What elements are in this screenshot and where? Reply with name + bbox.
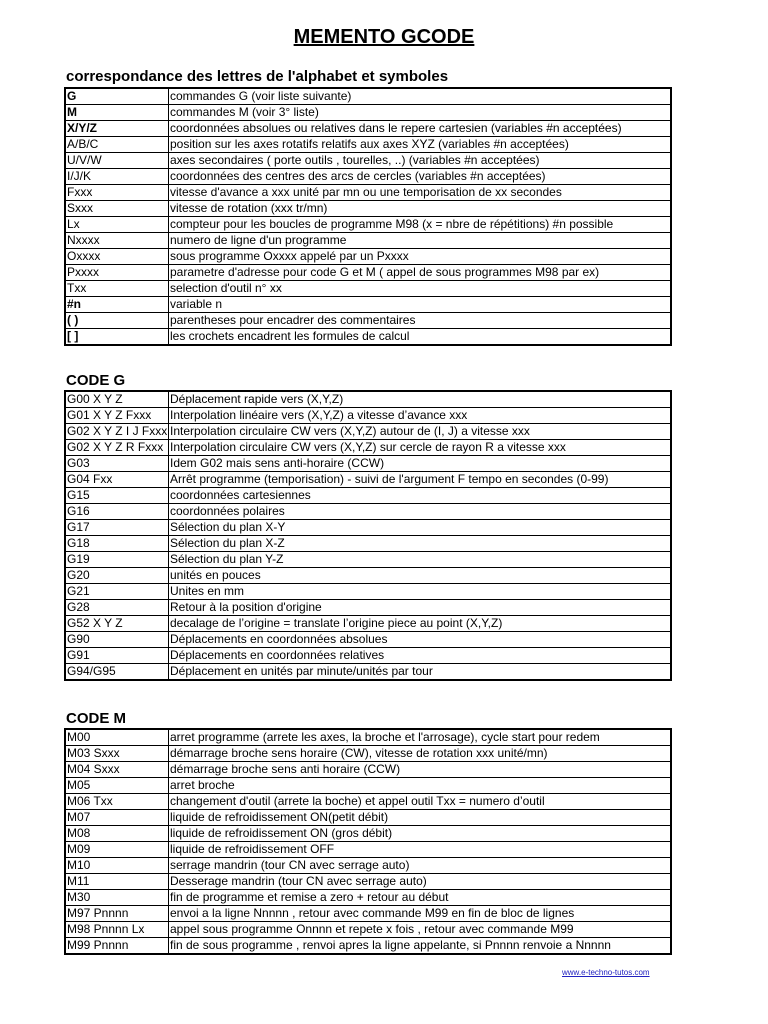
description-cell: vitesse de rotation (xxx tr/mn) [169,201,672,217]
table-row [65,794,671,810]
table-row [65,922,671,938]
table-row [65,440,671,456]
code-cell: M98 Pnnnn Lx [65,922,169,938]
description-cell: liquide de refroidissement ON (gros débit) [169,826,672,842]
description-cell: Déplacement en unités par minute/unités par tour [169,664,672,681]
table-row [65,874,671,890]
table-row [65,424,671,440]
table-row [65,906,671,922]
table-row [65,297,671,313]
table-row [65,233,671,249]
description-cell: fin de sous programme , renvoi apres la ligne appelante, si Pnnnn renvoie a Nnnnn [169,938,672,955]
table-row [65,488,671,504]
table-row [65,249,671,265]
description-cell: Desserage mandrin (tour CN avec serrage auto) [169,874,672,890]
description-cell: position sur les axes rotatifs relatifs aux axes XYZ (variables #n acceptées) [169,137,672,153]
table-row [65,746,671,762]
code-cell: G [65,88,169,105]
code-cell: G90 [65,632,169,648]
code-cell: G16 [65,504,169,520]
code-cell: M10 [65,858,169,874]
table-row [65,536,671,552]
code-cell: U/V/W [65,153,169,169]
code-cell: Lx [65,217,169,233]
code-cell: Txx [65,281,169,297]
code-g-table [64,390,672,681]
table-row [65,391,671,408]
description-cell: numero de ligne d'un programme [169,233,672,249]
code-cell: G52 X Y Z [65,616,169,632]
code-cell: G94/G95 [65,664,169,681]
description-cell: Interpolation circulaire CW vers (X,Y,Z) sur cercle de rayon R a vitesse xxx [169,440,672,456]
code-cell: G21 [65,584,169,600]
description-cell: unités en pouces [169,568,672,584]
table-row [65,169,671,185]
description-cell: liquide de refroidissement ON(petit débit) [169,810,672,826]
code-cell: G17 [65,520,169,536]
description-cell: compteur pour les boucles de programme M98 (x = nbre de répétitions) #n possible [169,217,672,233]
table-row [65,504,671,520]
table-row [65,810,671,826]
code-cell: M [65,105,169,121]
code-cell: Sxxx [65,201,169,217]
code-cell: G91 [65,648,169,664]
description-cell: Déplacement rapide vers (X,Y,Z) [169,391,672,408]
table-row [65,456,671,472]
code-cell: M97 Pnnnn [65,906,169,922]
code-cell: G28 [65,600,169,616]
table-row [65,265,671,281]
page-title: MEMENTO GCODE [293,26,475,48]
description-cell: Arrêt programme (temporisation) - suivi de l'argument F tempo en secondes (0-99) [169,472,672,488]
table-row [65,664,671,681]
description-cell: parametre d'adresse pour code G et M ( appel de sous programmes M98 par ex) [169,265,672,281]
code-cell: I/J/K [65,169,169,185]
description-cell: Sélection du plan X-Z [169,536,672,552]
description-cell: coordonnées cartesiennes [169,488,672,504]
description-cell: fin de programme et remise a zero + retour au début [169,890,672,906]
table-row [65,729,671,746]
code-cell: G15 [65,488,169,504]
code-cell: [ ] [65,329,169,346]
table-row [65,762,671,778]
code-cell: #n [65,297,169,313]
code-cell: M03 Sxxx [65,746,169,762]
table-row [65,616,671,632]
description-cell: Retour à la position d'origine [169,600,672,616]
description-cell: Idem G02 mais sens anti-horaire (CCW) [169,456,672,472]
table-row [65,408,671,424]
description-cell: coordonnées des centres des arcs de cercles (variables #n acceptées) [169,169,672,185]
website-link[interactable]: www.e-techno-tutos.com [562,968,650,977]
table-row [65,778,671,794]
description-cell: Interpolation circulaire CW vers (X,Y,Z) autour de (I, J) a vitesse xxx [169,424,672,440]
description-cell: parentheses pour encadrer des commentaires [169,313,672,329]
code-g-section-title: CODE G [66,372,126,389]
description-cell: Déplacements en coordonnées absolues [169,632,672,648]
alphabet-section-title: correspondance des lettres de l'alphabet et symboles [66,68,449,85]
table-row [65,137,671,153]
code-cell: G04 Fxx [65,472,169,488]
code-cell: G02 X Y Z I J Fxxx [67,424,168,438]
table-row [65,858,671,874]
table-row [65,217,671,233]
table-row [65,584,671,600]
code-cell: M11 [65,874,169,890]
code-cell: G01 X Y Z Fxxx [65,408,169,424]
description-cell: Unites en mm [169,584,672,600]
description-cell: Interpolation linéaire vers (X,Y,Z) a vitesse d’avance xxx [169,408,672,424]
table-row [65,600,671,616]
table-row [65,842,671,858]
table-row [65,313,671,329]
table-row [65,552,671,568]
table-row [65,938,671,955]
code-cell: M06 Txx [65,794,169,810]
table-row [65,329,671,346]
table-row [65,520,671,536]
code-cell: G18 [65,536,169,552]
table-row [65,632,671,648]
code-cell: M07 [65,810,169,826]
table-row [65,648,671,664]
description-cell: commandes M (voir 3° liste) [169,105,672,121]
code-cell: Pxxxx [65,265,169,281]
description-cell: Sélection du plan X-Y [169,520,672,536]
code-cell: M08 [65,826,169,842]
code-cell: Fxxx [65,185,169,201]
description-cell: coordonnées absolues ou relatives dans le repere cartesien (variables #n acceptées) [169,121,672,137]
code-cell: M05 [65,778,169,794]
code-cell: Nxxxx [65,233,169,249]
description-cell: decalage de l’origine = translate l’origine piece au point (X,Y,Z) [169,616,672,632]
description-cell: coordonnées polaires [169,504,672,520]
description-cell: Sélection du plan Y-Z [169,552,672,568]
table-row [65,568,671,584]
description-cell: Déplacements en coordonnées relatives [169,648,672,664]
table-row [65,826,671,842]
code-cell: ( ) [65,313,169,329]
code-cell: G02 X Y Z R Fxxx [65,440,169,456]
description-cell: arret broche [169,778,672,794]
code-cell: M99 Pnnnn [65,938,169,955]
table-row [65,88,671,105]
code-cell: G00 X Y Z [65,391,169,408]
description-cell: liquide de refroidissement OFF [169,842,672,858]
code-cell: X/Y/Z [65,121,169,137]
description-cell: variable n [169,297,672,313]
code-cell: G19 [65,552,169,568]
code-cell: A/B/C [65,137,169,153]
alphabet-table [64,87,672,346]
description-cell: appel sous programme Onnnn et repete x fois , retour avec commande M99 [169,922,672,938]
table-row [65,105,671,121]
description-cell: démarrage broche sens horaire (CW), vitesse de rotation xxx unité/mn) [169,746,672,762]
description-cell: arret programme (arrete les axes, la broche et l'arrosage), cycle start pour redem [169,729,672,746]
code-cell: Oxxxx [65,249,169,265]
code-cell: G20 [65,568,169,584]
code-cell: G03 [65,456,169,472]
description-cell: envoi a la ligne Nnnnn , retour avec commande M99 en fin de bloc de lignes [169,906,672,922]
table-row [65,472,671,488]
table-row [65,201,671,217]
code-cell: M00 [65,729,169,746]
description-cell: les crochets encadrent les formules de calcul [169,329,672,346]
description-cell: changement d'outil (arrete la boche) et appel outil Txx = numero d’outil [169,794,672,810]
description-cell: serrage mandrin (tour CN avec serrage auto) [169,858,672,874]
code-cell: M09 [65,842,169,858]
table-row [65,890,671,906]
code-m-table [64,728,672,955]
table-row [65,153,671,169]
description-cell: selection d'outil n° xx [169,281,672,297]
table-row [65,281,671,297]
description-cell: axes secondaires ( porte outils , tourelles, ..) (variables #n acceptées) [169,153,672,169]
description-cell: commandes G (voir liste suivante) [169,88,672,105]
description-cell: vitesse d'avance a xxx unité par mn ou une temporisation de xx secondes [169,185,672,201]
description-cell: démarrage broche sens anti horaire (CCW) [169,762,672,778]
table-row [65,185,671,201]
table-row [65,121,671,137]
code-m-section-title: CODE M [66,710,126,727]
code-cell: M30 [65,890,169,906]
description-cell: sous programme Oxxxx appelé par un Pxxxx [169,249,672,265]
code-cell: M04 Sxxx [65,762,169,778]
